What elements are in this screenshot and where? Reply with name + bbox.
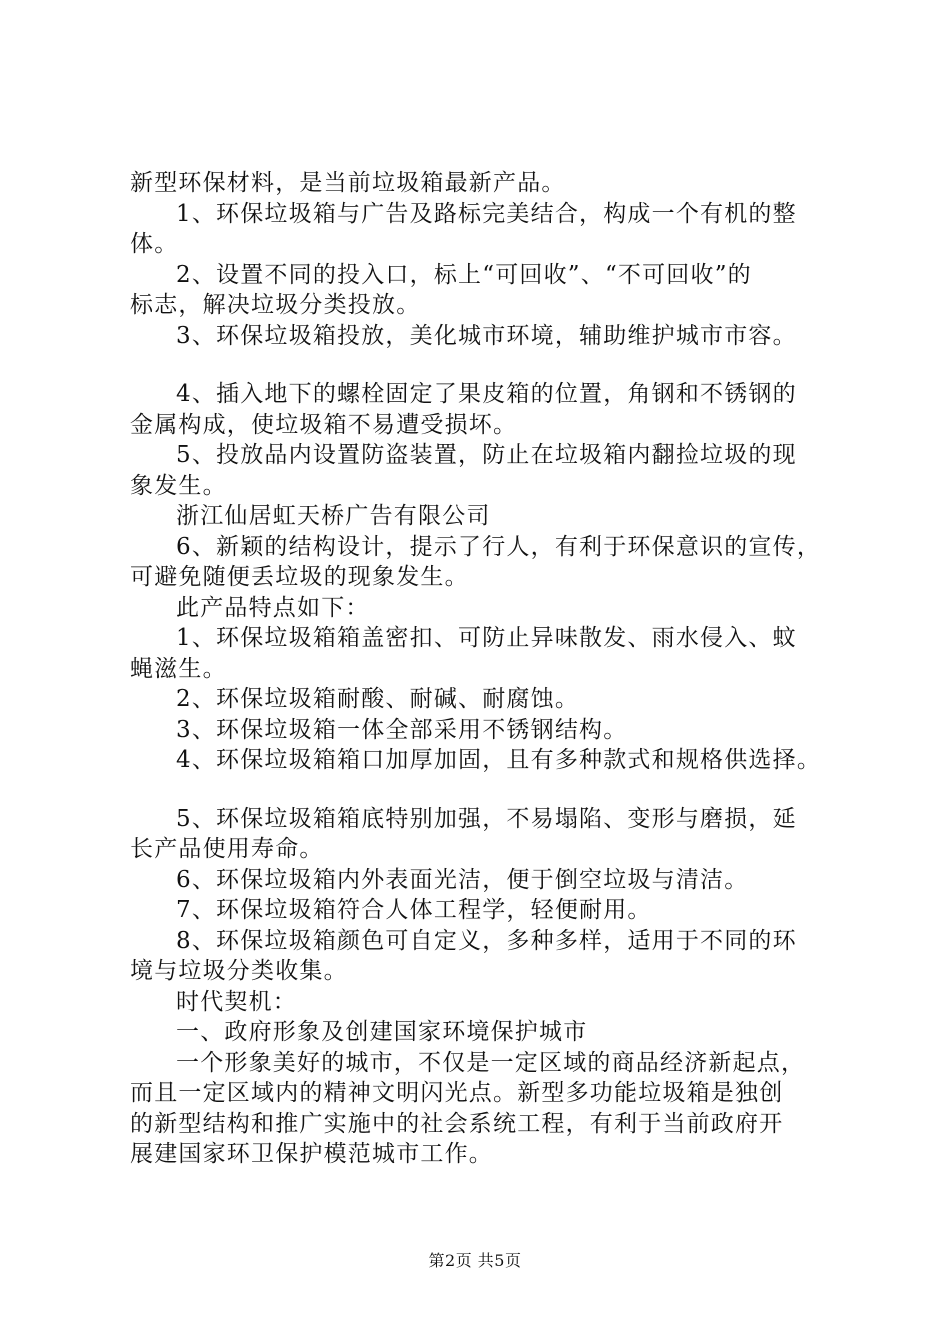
- text-line: 长产品使用寿命。: [130, 836, 324, 862]
- text-line: 5、环保垃圾箱箱底特别加强，不易塌陷、变形与磨损，延: [176, 805, 797, 832]
- section-heading: 此产品特点如下：: [176, 594, 370, 621]
- text-line: 展建国家环卫保护模范城市工作。: [130, 1141, 493, 1167]
- text-line: 蝇滋生。: [130, 655, 227, 682]
- text-line: 可避免随便丢垃圾的现象发生。: [130, 564, 469, 590]
- text-line: 象发生。: [130, 472, 227, 499]
- text-line: 1、环保垃圾箱与广告及路标完美结合，构成一个有机的整: [176, 200, 797, 227]
- text-line: 一个形象美好的城市，不仅是一定区域的商品经济新起点，: [176, 1049, 806, 1076]
- text-line: 境与垃圾分类收集。: [130, 958, 348, 984]
- page-number: 第2页 共5页: [428, 1251, 522, 1270]
- text-line: 2、环保垃圾箱耐酸、耐碱、耐腐蚀。: [176, 686, 580, 712]
- text-line: 3、环保垃圾箱一体全部采用不锈钢结构。: [176, 716, 628, 743]
- text-line: 8、环保垃圾箱颜色可自定义，多种多样，适用于不同的环: [176, 927, 797, 954]
- section-heading: 一、政府形象及创建国家环境保护城市: [176, 1019, 588, 1045]
- text-line: 2、设置不同的投入口，标上“可回收”、“不可回收”的: [176, 261, 752, 288]
- text-line: 6、新颖的结构设计，提示了行人，有利于环保意识的宣传，: [176, 533, 822, 560]
- text-line: 金属构成，使垃圾箱不易遭受损坏。: [130, 411, 518, 438]
- text-line: 3、环保垃圾箱投放，美化城市环境，辅助维护城市市容。: [176, 322, 797, 349]
- text-line: 4、环保垃圾箱箱口加厚加固，且有多种款式和规格供选择。: [176, 747, 822, 773]
- text-line: 5、投放品内设置防盗装置，防止在垃圾箱内翻捡垃圾的现: [176, 442, 797, 468]
- text-line: 1、环保垃圾箱箱盖密扣、可防止异味散发、雨水侵入、蚊: [176, 625, 797, 651]
- text-line: 的新型结构和推广实施中的社会系统工程，有利于当前政府开: [130, 1110, 784, 1137]
- text-line: 7、环保垃圾箱符合人体工程学，轻便耐用。: [176, 897, 652, 923]
- text-line: 体。: [130, 231, 179, 257]
- blank-line: [130, 351, 842, 379]
- text-line: 而且一定区域内的精神文明闪光点。新型多功能垃圾箱是独创: [130, 1080, 784, 1106]
- blank-line: [130, 776, 842, 804]
- text-line: 4、插入地下的螺栓固定了果皮箱的位置，角钢和不锈钢的: [176, 381, 797, 407]
- text-line: 标志，解决垃圾分类投放。: [130, 292, 421, 318]
- company-name: 浙江仙居虹天桥广告有限公司: [176, 503, 491, 529]
- section-heading: 时代契机：: [176, 988, 297, 1015]
- text-line: 新型环保材料，是当前垃圾箱最新产品。: [130, 170, 566, 196]
- text-line: 6、环保垃圾箱内外表面光洁，便于倒空垃圾与清洁。: [176, 866, 749, 893]
- document-body: [130, 168, 842, 1170]
